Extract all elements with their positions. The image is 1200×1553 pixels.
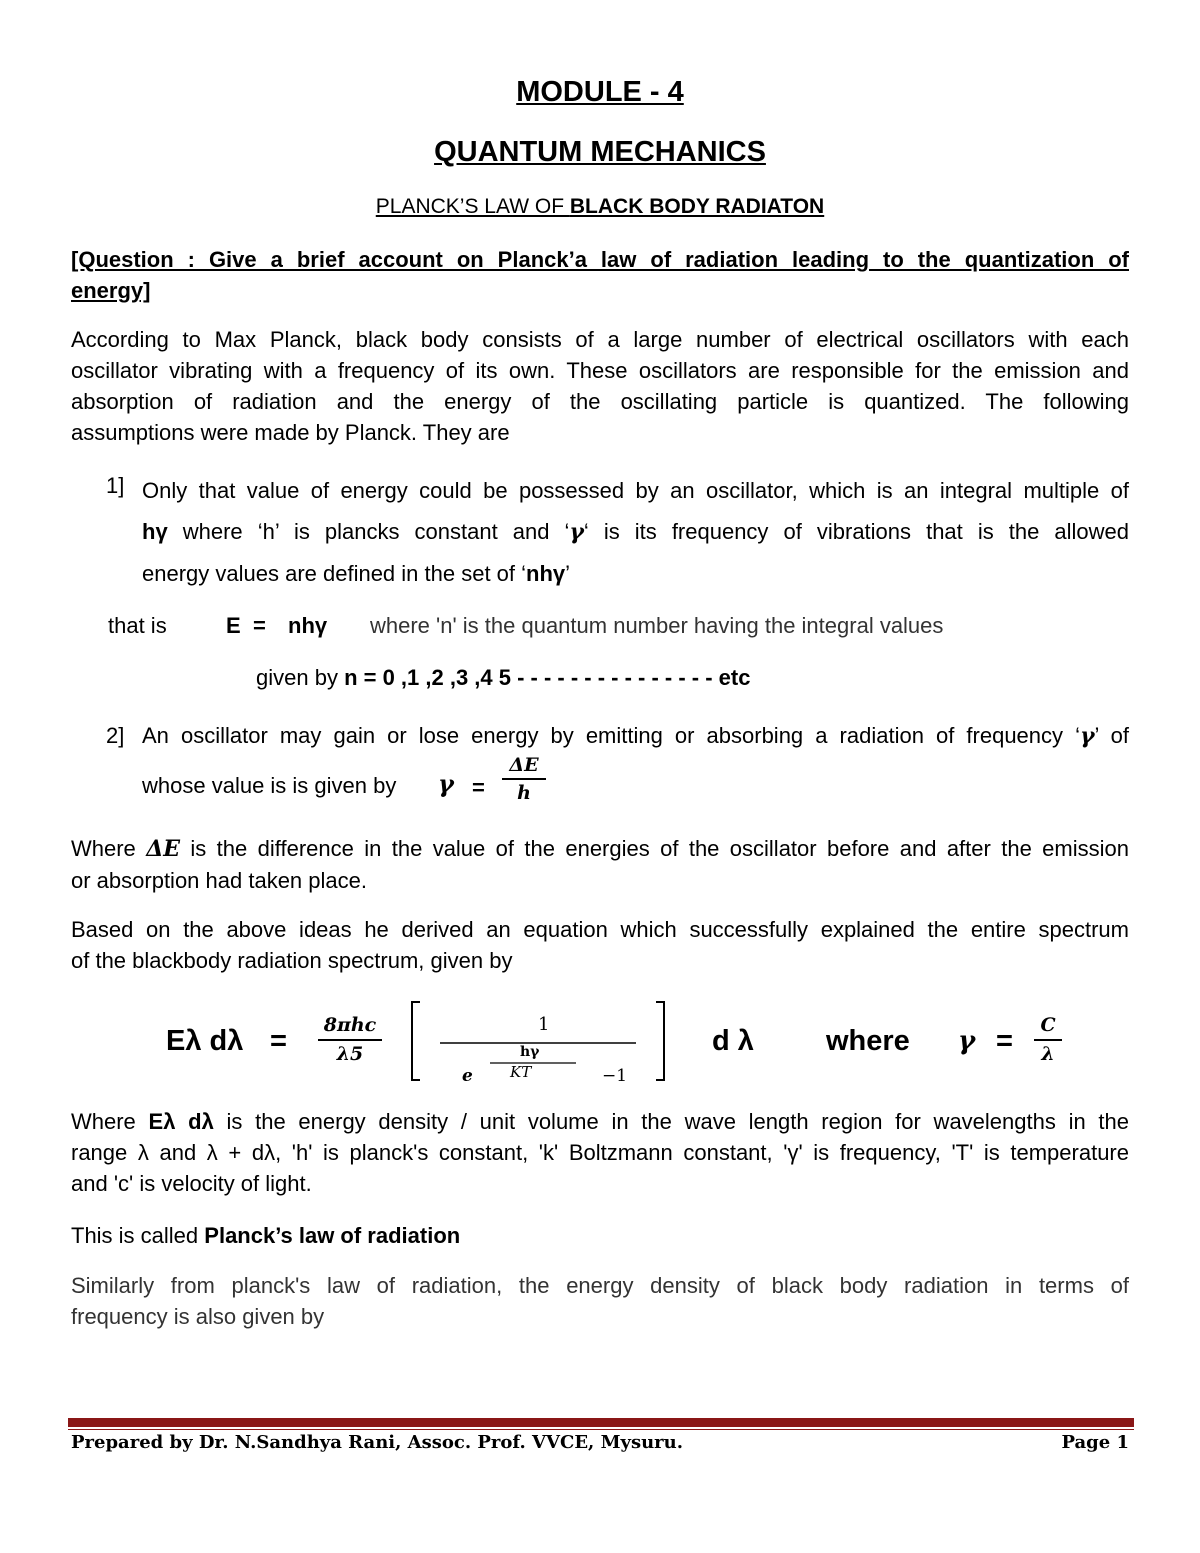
based-paragraph: [71, 914, 1129, 976]
equation-description: where 'n' is the quantum number having the integral values: [370, 613, 944, 638]
exponential-base: e: [462, 1066, 473, 1086]
footer-rule: [68, 1418, 1134, 1427]
section-title: [0, 193, 1200, 221]
delta-e-over-h: [502, 752, 546, 806]
energy-density-paragraph: [71, 1106, 1129, 1199]
planck-equals: =: [270, 1025, 287, 1057]
gamma-symbol: γ: [438, 769, 454, 798]
footer-author: Prepared by Dr. N.Sandhya Rani, Assoc. Prof. VVCE, Mysuru.: [71, 1432, 684, 1453]
gamma-symbol-2: γ: [958, 1026, 976, 1056]
minus-one: −1: [602, 1066, 628, 1086]
equation-prefix: that is: [108, 613, 167, 638]
equation-lhs: E: [226, 613, 241, 638]
question-line-1: [Question : Give a brief account on Planck’a law of radiation leading to the quantization of: [71, 247, 1129, 272]
energy-density-line-2: range λ and λ + dλ, 'h' is planck's constant, 'k' Boltzmann constant, 'γ' is frequency, 'T' is temperature: [71, 1140, 1129, 1165]
similarly-line-1: Similarly from planck's law of radiation, the energy density of black body radiation in terms of: [71, 1273, 1129, 1298]
delta-e-paragraph: [71, 833, 1129, 896]
intro-paragraph: [71, 324, 1129, 448]
where-label: where: [826, 1025, 910, 1057]
section-title-a: PLANCK’S LAW OF: [375, 195, 570, 218]
coefficient-fraction: 8πhc λ5: [318, 1012, 382, 1068]
question: [71, 244, 1129, 306]
intro-line-3: absorption of radiation and the energy of the oscillating particle is quantized. The following: [71, 389, 1129, 414]
inner-numerator: 1: [538, 1014, 550, 1035]
d-lambda: d λ: [712, 1025, 754, 1057]
exponent-numerator: hγ: [520, 1044, 540, 1060]
intro-line-4: assumptions were made by Planck. They are: [71, 420, 510, 445]
delta-e-line-2: or absorption had taken place.: [71, 868, 367, 893]
intro-line-2: oscillator vibrating with a frequency of its own. These oscillators are responsible for the emission and: [71, 358, 1129, 383]
law-name-line: This is called Planck’s law of radiation: [71, 1223, 461, 1248]
fraction-denominator: h: [517, 782, 531, 804]
section-title-b: BLACK BODY RADIATON: [569, 195, 825, 218]
quantum-values: given by n = 0 ,1 ,2 ,3 ,4 5 - - - - - - - - - - - - - - - etc: [256, 665, 751, 690]
similarly-line-2: frequency is also given by: [71, 1304, 325, 1329]
module-title: MODULE - 4: [516, 76, 684, 108]
intro-line-1: According to Max Planck, black body consists of a large number of electrical oscillators with each: [71, 327, 1129, 352]
energy-density-line-1: Where Eλ dλ is the energy density / unit volume in the wave length region for wavelengths in the: [71, 1109, 1129, 1134]
assumption-2-number: 2]: [106, 723, 125, 748]
c-over-lambda: $\frac{C}{\lambda}$: [1034, 1012, 1062, 1068]
gamma-equals: =: [472, 775, 485, 800]
equation-rhs: nhγ: [288, 613, 328, 638]
left-bracket: [412, 1002, 420, 1080]
footer-rule-thin: [68, 1429, 1134, 1430]
assumption-2-line-1: An oscillator may gain or lose energy by emitting or absorbing a radiation of frequency ‘γ’ of: [142, 723, 1129, 749]
page-number: Page 1: [1061, 1432, 1129, 1453]
assumption-1-line-3: energy values are defined in the set of ‘nhγ’: [142, 561, 571, 586]
based-line-2: of the blackbody radiation spectrum, given by: [71, 948, 513, 973]
energy-density-line-3: and 'c' is velocity of light.: [71, 1171, 312, 1196]
h-gamma-symbol: hγ: [142, 519, 168, 544]
question-line-2: energy]: [71, 278, 151, 303]
similarly-paragraph: [71, 1270, 1129, 1332]
based-line-1: Based on the above ideas he derived an equation which successfully explained the entire spectrum: [71, 917, 1129, 942]
assumption-2: [142, 720, 1129, 752]
exponent-denominator: KT: [510, 1063, 532, 1081]
assumption-1: [142, 470, 1129, 594]
assumption-1-number: 1]: [106, 473, 125, 498]
equation-equals: =: [253, 613, 266, 638]
delta-e-line-1: Where ΔE is the difference in the value of the energies of the oscillator before and after the emission: [71, 836, 1129, 862]
assumption-1-line-2: hγ where ‘h’ is plancks constant and ‘γ‘ is its frequency of vibrations that is the allowed: [142, 519, 1129, 545]
right-bracket: [656, 1002, 664, 1080]
fraction-numerator: ΔE: [502, 752, 546, 780]
energy-density-lhs: Eλ dλ: [166, 1025, 244, 1057]
assumption-2-line-2: whose value is is given by: [142, 773, 397, 798]
page-title: QUANTUM MECHANICS: [434, 136, 766, 168]
assumption-1-line-1: Only that value of energy could be possessed by an oscillator, which is an integral multiple of: [142, 478, 1129, 503]
gamma-equals-2: =: [996, 1025, 1013, 1057]
